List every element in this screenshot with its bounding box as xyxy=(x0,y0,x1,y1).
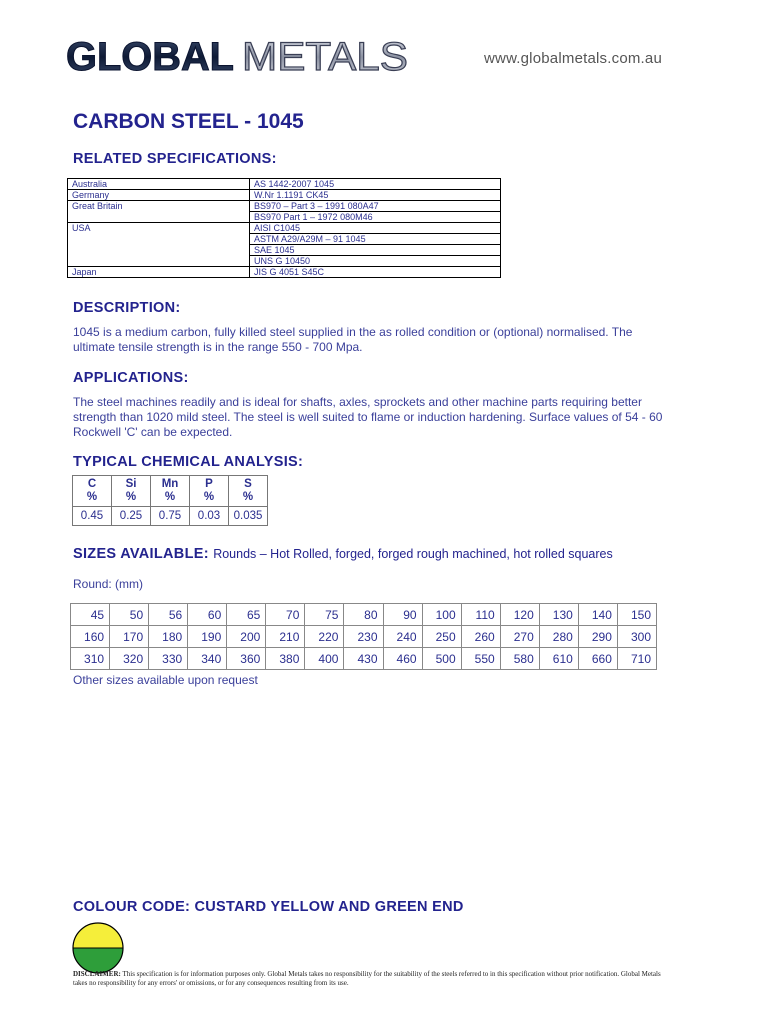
sizes-heading-label: SIZES AVAILABLE: xyxy=(73,546,209,562)
size-cell: 75 xyxy=(305,604,344,626)
spec-cell: AS 1442-2007 1045 xyxy=(250,179,501,190)
country-cell xyxy=(68,245,250,256)
table-row xyxy=(71,648,657,670)
size-cell: 430 xyxy=(344,648,383,670)
size-cell: 270 xyxy=(500,626,539,648)
element-value: 0.03 xyxy=(190,507,229,526)
size-cell: 45 xyxy=(71,604,110,626)
table-row xyxy=(68,201,501,212)
size-cell: 610 xyxy=(539,648,578,670)
size-cell: 310 xyxy=(71,648,110,670)
size-cell: 130 xyxy=(539,604,578,626)
colour-code-heading: COLOUR CODE: CUSTARD YELLOW AND GREEN END xyxy=(73,899,464,915)
table-row xyxy=(71,604,657,626)
element-header xyxy=(73,476,112,507)
size-cell: 460 xyxy=(383,648,422,670)
element-header xyxy=(112,476,151,507)
sizes-table xyxy=(70,603,657,670)
size-cell: 280 xyxy=(539,626,578,648)
other-sizes-note: Other sizes available upon request xyxy=(73,673,258,687)
element-value: 0.75 xyxy=(151,507,190,526)
element-symbol: S xyxy=(244,478,252,490)
size-cell: 550 xyxy=(461,648,500,670)
size-cell: 150 xyxy=(617,604,656,626)
country-cell: Germany xyxy=(68,190,250,201)
spec-cell: SAE 1045 xyxy=(250,245,501,256)
element-symbol: C xyxy=(87,478,97,490)
round-label: Round: (mm) xyxy=(73,577,144,591)
size-cell: 65 xyxy=(227,604,266,626)
size-cell: 300 xyxy=(617,626,656,648)
size-cell: 240 xyxy=(383,626,422,648)
country-cell xyxy=(68,234,250,245)
size-cell: 160 xyxy=(71,626,110,648)
size-cell: 500 xyxy=(422,648,461,670)
size-cell: 230 xyxy=(344,626,383,648)
applications-heading: APPLICATIONS: xyxy=(73,370,189,386)
table-row xyxy=(71,626,657,648)
size-cell: 180 xyxy=(149,626,188,648)
spec-cell: ASTM A29/A29M – 91 1045 xyxy=(250,234,501,245)
size-cell: 660 xyxy=(578,648,617,670)
swatch-top-half xyxy=(73,923,123,948)
size-cell: 56 xyxy=(149,604,188,626)
table-row xyxy=(68,267,501,278)
size-cell: 330 xyxy=(149,648,188,670)
logo-text-metals: METALS xyxy=(242,35,408,79)
element-value: 0.035 xyxy=(229,507,268,526)
spec-cell: BS970 – Part 3 – 1991 080A47 xyxy=(250,201,501,212)
element-header xyxy=(151,476,190,507)
size-cell: 710 xyxy=(617,648,656,670)
related-specs-table xyxy=(67,178,501,278)
table-row xyxy=(68,256,501,267)
element-value: 0.25 xyxy=(112,507,151,526)
website-url: www.globalmetals.com.au xyxy=(484,50,663,67)
element-symbol: Si xyxy=(125,478,137,490)
unit-label: % xyxy=(125,491,137,503)
element-symbol: P xyxy=(205,478,213,490)
country-cell: Australia xyxy=(68,179,250,190)
size-cell: 320 xyxy=(110,648,149,670)
description-heading: DESCRIPTION: xyxy=(73,300,181,316)
element-value: 0.45 xyxy=(73,507,112,526)
related-specs-heading: RELATED SPECIFICATIONS: xyxy=(73,151,277,167)
size-cell: 360 xyxy=(227,648,266,670)
size-cell: 50 xyxy=(110,604,149,626)
chemical-analysis-heading: TYPICAL CHEMICAL ANALYSIS: xyxy=(73,454,304,470)
unit-label: % xyxy=(86,491,98,503)
size-cell: 60 xyxy=(188,604,227,626)
colour-code-swatch xyxy=(72,922,124,974)
table-row xyxy=(68,212,501,223)
size-cell: 100 xyxy=(422,604,461,626)
size-cell: 220 xyxy=(305,626,344,648)
table-row xyxy=(68,234,501,245)
country-cell: USA xyxy=(68,223,250,234)
spec-cell: BS970 Part 1 – 1972 080M46 xyxy=(250,212,501,223)
table-row xyxy=(68,223,501,234)
unit-label: % xyxy=(203,491,215,503)
country-cell xyxy=(68,256,250,267)
global-metals-logo xyxy=(66,30,411,80)
applications-text: The steel machines readily and is ideal for shafts, axles, sprockets and other machine parts requiring better strength than 1020 mild steel. The steel is well suited to flame or induction hardening. Surface values of 54 - 60 Rockwell 'C' can be expected. xyxy=(73,395,663,439)
element-header xyxy=(190,476,229,507)
size-cell: 210 xyxy=(266,626,305,648)
element-symbol: Mn xyxy=(161,478,179,490)
sizes-note: Rounds – Hot Rolled, forged, forged rough machined, hot rolled squares xyxy=(213,547,613,561)
size-cell: 80 xyxy=(344,604,383,626)
size-cell: 120 xyxy=(500,604,539,626)
sizes-available-heading xyxy=(73,546,613,562)
size-cell: 90 xyxy=(383,604,422,626)
logo-text-global: GLOBAL xyxy=(66,35,234,79)
country-cell xyxy=(68,212,250,223)
size-cell: 140 xyxy=(578,604,617,626)
country-cell: Great Britain xyxy=(68,201,250,212)
chemical-analysis-table xyxy=(72,475,268,526)
size-cell: 290 xyxy=(578,626,617,648)
size-cell: 200 xyxy=(227,626,266,648)
size-cell: 400 xyxy=(305,648,344,670)
table-row xyxy=(68,245,501,256)
country-cell: Japan xyxy=(68,267,250,278)
unit-label: % xyxy=(164,491,176,503)
size-cell: 70 xyxy=(266,604,305,626)
table-header-row xyxy=(73,476,268,507)
element-header xyxy=(229,476,268,507)
size-cell: 380 xyxy=(266,648,305,670)
size-cell: 190 xyxy=(188,626,227,648)
size-cell: 110 xyxy=(461,604,500,626)
disclaimer-label: DISCLAIMER: xyxy=(73,970,121,978)
table-row xyxy=(68,179,501,190)
size-cell: 170 xyxy=(110,626,149,648)
table-row xyxy=(68,190,501,201)
unit-label: % xyxy=(242,491,254,503)
size-cell: 580 xyxy=(500,648,539,670)
spec-cell: W.Nr 1.1191 CK45 xyxy=(250,190,501,201)
disclaimer xyxy=(73,970,673,988)
page-title: CARBON STEEL - 1045 xyxy=(73,110,304,133)
spec-cell: AISI C1045 xyxy=(250,223,501,234)
description-text: 1045 is a medium carbon, fully killed steel supplied in the as rolled condition or (optional) normalised. The ultimate tensile strength is in the range 550 - 700 Mpa. xyxy=(73,325,633,354)
disclaimer-text: This specification is for information purposes only. Global Metals takes no responsibility for the suitability of the steels referred to in this specification without prior notification. Global Metals takes no responsibility for any errors' or omissions, or for any consequences resulting from its use. xyxy=(73,970,661,987)
size-cell: 250 xyxy=(422,626,461,648)
size-cell: 340 xyxy=(188,648,227,670)
spec-cell: UNS G 10450 xyxy=(250,256,501,267)
size-cell: 260 xyxy=(461,626,500,648)
spec-cell: JIS G 4051 S45C xyxy=(250,267,501,278)
table-row xyxy=(73,507,268,526)
